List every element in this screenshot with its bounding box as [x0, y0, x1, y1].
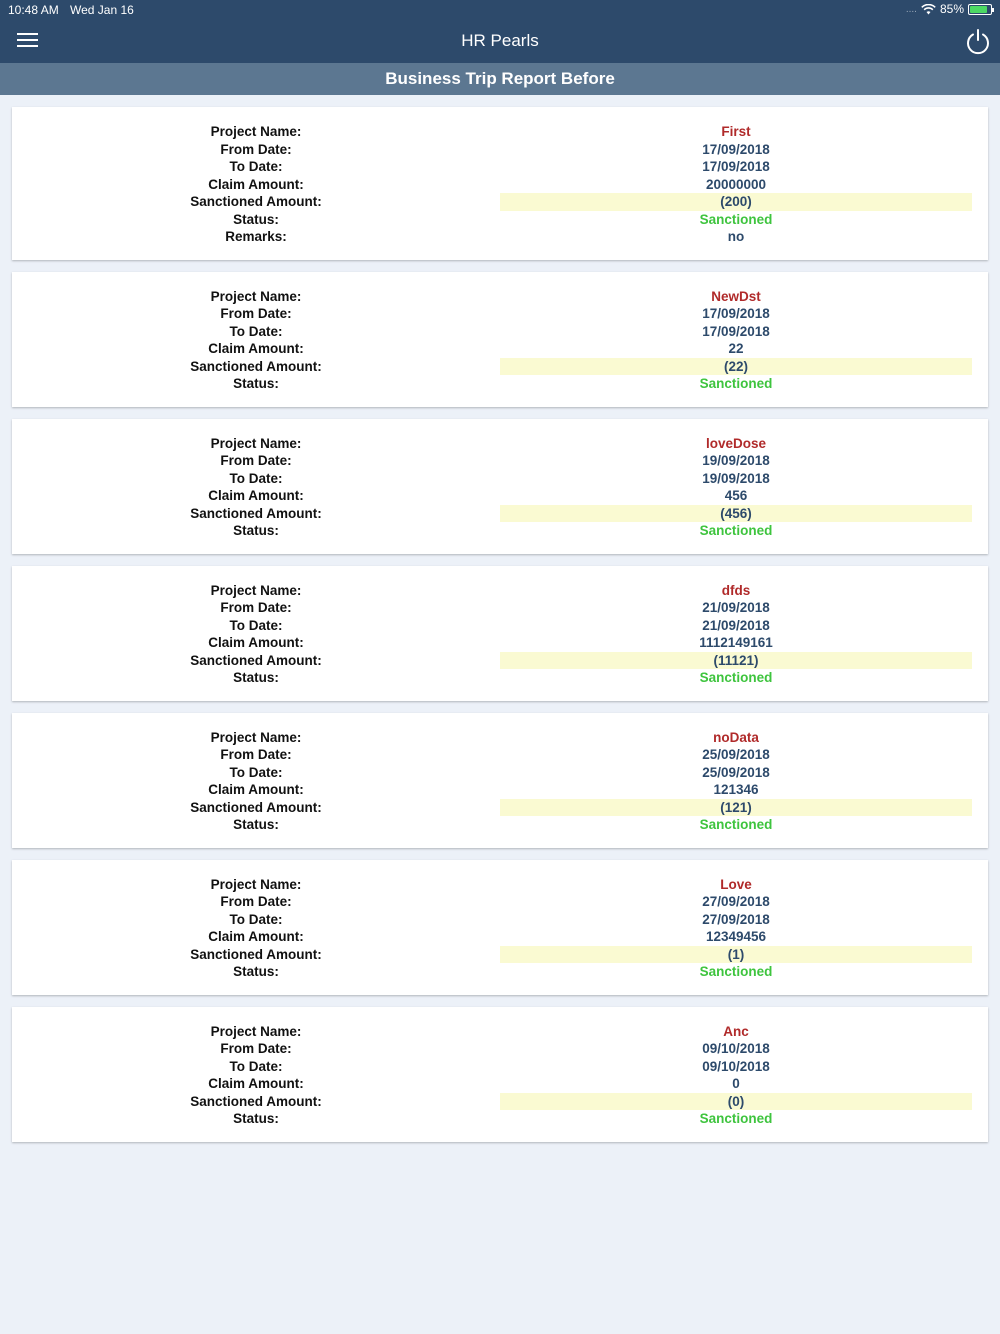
value-from-date: 25/09/2018 — [702, 747, 770, 762]
value-to-date: 27/09/2018 — [702, 911, 770, 927]
report-list — [12, 107, 988, 1154]
label-to-date: To Date: — [229, 764, 283, 780]
report-card[interactable] — [12, 419, 988, 554]
report-values — [500, 582, 972, 687]
label-claim-amount: Claim Amount: — [208, 782, 304, 797]
label-project-name: Project Name: — [210, 876, 302, 892]
value-claim-amount: 12349456 — [705, 929, 767, 944]
report-labels — [12, 876, 500, 981]
report-values — [500, 288, 972, 393]
label-to-date: To Date: — [229, 323, 283, 339]
value-status: Sanctioned — [699, 1111, 773, 1126]
value-from-date: 27/09/2018 — [702, 894, 770, 909]
report-labels — [12, 435, 500, 540]
battery-fill — [970, 6, 987, 13]
label-sanctioned-amount: Sanctioned Amount: — [190, 1093, 322, 1109]
top-bar — [0, 0, 1000, 63]
value-to-date: 25/09/2018 — [702, 764, 770, 780]
report-labels — [12, 729, 500, 834]
label-from-date: From Date: — [220, 1041, 292, 1056]
app-title: HR Pearls — [461, 31, 539, 50]
value-sanctioned-amount: (121) — [500, 799, 972, 817]
battery-icon — [968, 4, 992, 15]
label-from-date: From Date: — [220, 141, 292, 157]
report-labels — [12, 123, 500, 246]
label-from-date: From Date: — [220, 306, 292, 321]
label-to-date: To Date: — [229, 1058, 283, 1074]
label-claim-amount: Claim Amount: — [208, 929, 304, 944]
value-status: Sanctioned — [699, 523, 773, 538]
label-project-name: Project Name: — [210, 582, 302, 598]
wifi-icon — [921, 4, 936, 15]
label-status: Status: — [233, 376, 279, 391]
value-to-date: 09/10/2018 — [702, 1058, 770, 1074]
value-from-date: 17/09/2018 — [702, 141, 770, 157]
value-project-name: dfds — [721, 582, 751, 598]
report-values — [500, 1023, 972, 1128]
value-to-date: 19/09/2018 — [702, 470, 770, 486]
label-project-name: Project Name: — [210, 1023, 302, 1039]
value-from-date: 21/09/2018 — [702, 600, 770, 615]
label-claim-amount: Claim Amount: — [208, 1076, 304, 1091]
label-claim-amount: Claim Amount: — [208, 488, 304, 503]
label-from-date: From Date: — [220, 894, 292, 909]
label-sanctioned-amount: Sanctioned Amount: — [190, 505, 322, 521]
value-claim-amount: 20000000 — [705, 176, 767, 192]
label-status: Status: — [233, 1111, 279, 1126]
label-from-date: From Date: — [220, 453, 292, 468]
signal-indicator: .... — [905, 3, 917, 15]
value-sanctioned-amount: (1) — [500, 946, 972, 964]
report-labels — [12, 288, 500, 393]
value-from-date: 09/10/2018 — [702, 1041, 770, 1056]
value-sanctioned-amount: (11121) — [500, 652, 972, 670]
label-sanctioned-amount: Sanctioned Amount: — [190, 946, 322, 962]
value-to-date: 17/09/2018 — [702, 159, 770, 174]
value-project-name: NewDst — [711, 288, 761, 304]
label-status: Status: — [233, 964, 279, 979]
value-claim-amount: 1112149161 — [699, 635, 773, 650]
report-card[interactable] — [12, 713, 988, 848]
report-labels — [12, 1023, 500, 1128]
value-claim-amount: 22 — [728, 341, 744, 356]
label-status: Status: — [233, 523, 279, 538]
label-status: Status: — [233, 211, 279, 227]
value-from-date: 17/09/2018 — [702, 306, 770, 321]
label-sanctioned-amount: Sanctioned Amount: — [190, 358, 322, 374]
label-status: Status: — [233, 670, 279, 685]
label-remarks: Remarks: — [225, 229, 287, 244]
label-to-date: To Date: — [229, 617, 283, 633]
label-status: Status: — [233, 817, 279, 832]
value-claim-amount: 121346 — [713, 782, 759, 797]
value-project-name: Anc — [723, 1023, 749, 1039]
label-claim-amount: Claim Amount: — [208, 635, 304, 650]
label-to-date: To Date: — [229, 159, 283, 174]
value-status: Sanctioned — [699, 670, 773, 685]
value-sanctioned-amount: (456) — [500, 505, 972, 523]
value-sanctioned-amount: (200) — [500, 193, 972, 211]
label-from-date: From Date: — [220, 600, 292, 615]
value-sanctioned-amount: (22) — [500, 358, 972, 376]
value-status: Sanctioned — [699, 211, 773, 227]
status-indicators — [906, 2, 992, 16]
label-from-date: From Date: — [220, 747, 292, 762]
value-status: Sanctioned — [699, 817, 773, 832]
value-claim-amount: 0 — [732, 1076, 740, 1091]
label-to-date: To Date: — [229, 470, 283, 486]
status-date: Wed Jan 16 — [70, 3, 134, 17]
label-to-date: To Date: — [229, 911, 283, 927]
label-sanctioned-amount: Sanctioned Amount: — [190, 799, 322, 815]
label-project-name: Project Name: — [210, 729, 302, 745]
label-sanctioned-amount: Sanctioned Amount: — [190, 652, 322, 668]
value-status: Sanctioned — [699, 376, 773, 391]
value-from-date: 19/09/2018 — [702, 453, 770, 468]
value-sanctioned-amount: (0) — [500, 1093, 972, 1111]
label-project-name: Project Name: — [210, 124, 302, 139]
label-claim-amount: Claim Amount: — [208, 341, 304, 356]
report-card[interactable] — [12, 1007, 988, 1142]
label-project-name: Project Name: — [210, 435, 302, 451]
value-project-name: noData — [713, 729, 759, 745]
label-project-name: Project Name: — [210, 288, 302, 304]
value-claim-amount: 456 — [724, 488, 748, 503]
report-labels — [12, 582, 500, 687]
report-card[interactable] — [12, 860, 988, 995]
label-claim-amount: Claim Amount: — [208, 176, 304, 192]
battery-percent: 85% — [939, 2, 964, 16]
value-remarks: no — [727, 229, 745, 244]
label-sanctioned-amount: Sanctioned Amount: — [190, 194, 322, 209]
power-icon[interactable] — [964, 27, 992, 55]
value-status: Sanctioned — [699, 964, 773, 979]
report-values — [500, 435, 972, 540]
report-card[interactable] — [12, 107, 988, 260]
value-project-name: loveDose — [705, 435, 767, 451]
value-project-name: Love — [720, 876, 752, 892]
value-to-date: 17/09/2018 — [702, 323, 770, 339]
report-card[interactable] — [12, 566, 988, 701]
status-time: 10:48 AM — [8, 3, 59, 17]
page-title: Business Trip Report Before — [0, 63, 1000, 95]
value-to-date: 21/09/2018 — [702, 617, 770, 633]
value-project-name: First — [721, 124, 751, 139]
report-values — [500, 729, 972, 834]
report-values — [500, 876, 972, 981]
report-values — [500, 123, 972, 246]
report-card[interactable] — [12, 272, 988, 407]
